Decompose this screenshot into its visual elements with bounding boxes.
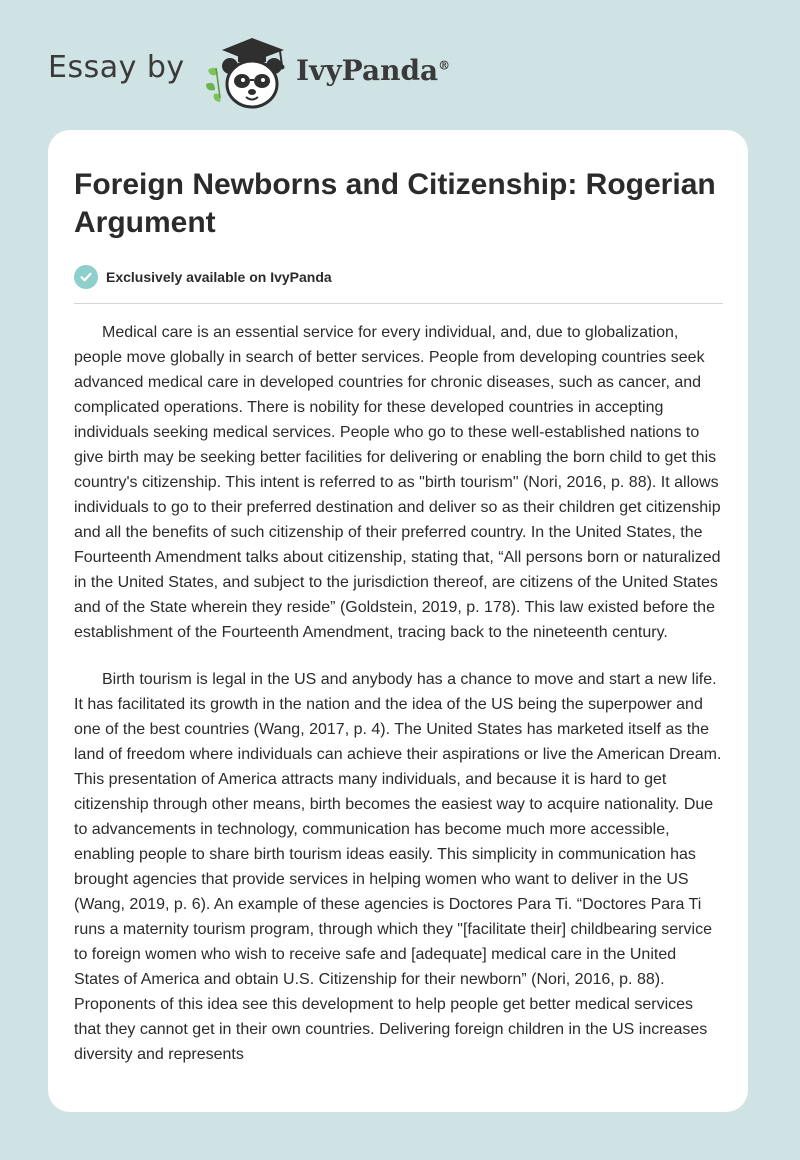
- paragraph: Medical care is an essential service for every individual, and, due to globalization, people move globally in search of better services. People from developing countries seek advanced medical care in developed countries for chronic diseases, such as cancer, and complicated operations. There is nobility for these developed countries in accepting individuals seeking medical services. People who go to these well-established nations to give birth may be seeking better facilities for delivering or enabling the born child to get this country's citizenship. This intent is referred to as "birth tourism" (Nori, 2016, p. 88). It allows individuals to go to their preferred destination and deliver so as their children get citizenship and all the benefits of such citizenship of their preferred country. In the United States, the Fourteenth Amendment talks about citizenship, stating that, “All persons born or naturalized in the United States, and subject to the jurisdiction thereof, are citizens of the United States and of the State wherein they reside” (Goldstein, 2019, p. 178). This law existed before the establishment of the Fourteenth Amendment, tracing back to the nineteenth century.: [74, 324, 721, 641]
- exclusive-label: Exclusively available on IvyPanda: [106, 269, 332, 285]
- essay-by-label: Essay by: [48, 50, 185, 85]
- paragraph: Birth tourism is legal in the US and anybody has a chance to move and start a new life. It has facilitated its growth in the nation and the idea of the US being the superpower and one of the best countries (Wang, 2017, p. 4). The United States has marketed itself as the land of freedom where individuals can achieve their aspirations or live the American Dream. This presentation of America attracts many individuals, and because it is hard to get citizenship through other means, birth becomes the easiest way to acquire nationality. Due to advancements in technology, communication has become much more accessible, enabling people to share birth tourism ideas easily. This simplicity in communication has brought agencies that provide services in helping women who want to deliver in the US (Wang, 2019, p. 6). An example of these agencies is Doctores Para Ti. “Doctores Para Ti runs a maternity tourism program, through which they "[facilitate their] childbearing service to foreign women who wish to receive safe and [adequate] medical care in the United States of America and obtain U.S. Citizenship for their newborn” (Nori, 2016, p. 88). Proponents of this idea see this development to help people get better medical services that they cannot get in their own countries. Delivering foreign children in the US increases diversity and represents: [74, 671, 722, 1063]
- brand-name[interactable]: IvyPanda®: [296, 54, 451, 87]
- exclusive-badge: [74, 264, 332, 290]
- ivypanda-logo-icon[interactable]: [202, 34, 292, 110]
- essay-card: [48, 130, 748, 1112]
- registered-mark: ®: [438, 58, 451, 73]
- essay-body: [74, 320, 724, 1089]
- divider: [74, 303, 723, 304]
- check-circle-icon: [74, 265, 98, 289]
- page-title: Foreign Newborns and Citizenship: Rogerian Argument: [74, 168, 716, 239]
- site-header: [0, 0, 800, 120]
